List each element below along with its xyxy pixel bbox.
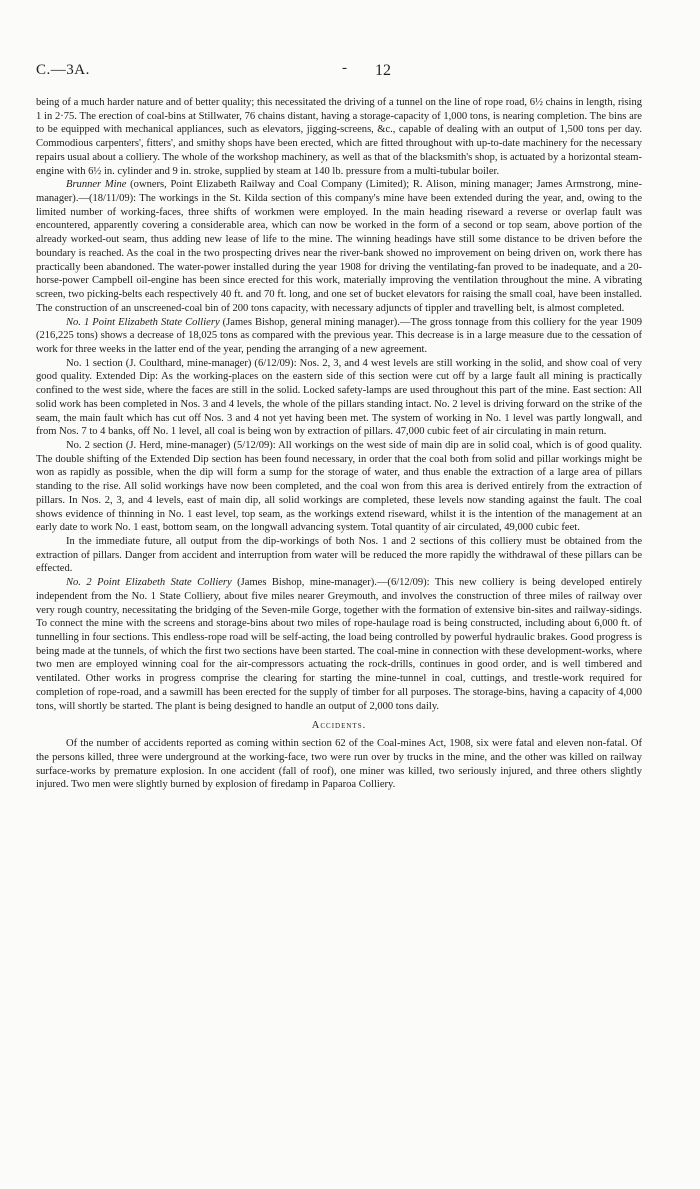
paragraph-brunner-mine: Brunner Mine (owners, Point Elizabeth Railway and Coal Company (Limited); R. Alison, mining manager; James Armstrong, mine-manager).—(18/11/09): The workings in the St. Kilda section of this company's mine have been extended during the year, and, owing to the limited number of working-faces, three shifts of workmen were employed. In the main heading riseward a reverse or overlap fault was encountered, apparently covering a considerable area, which can now be worked in the form of a second or top seam, above portion of the already worked-out seam, thus adding new lease of life to the mine. The winning headings have still some distance to be driven before the boundary is reached. As the coal in the two prospecting drives near the river-bank showed no improvement on being driven on, work there has practically been abandoned. The water-power installed during the year 1908 for driving the ventilating-fan proved to be inadequate, and a 20-horse-power Campbell oil-engine has been since erected for this work, materially improving the ventilation throughout the mine. A vibrating screen, two picking-belts each respectively 40 ft. and 70 ft. long, and one set of bucket elevators for raising the small coal, have been installed. The construction of an unscreened-coal bin of 200 tons capacity, with necessary adjuncts of tippler and travelling belt, is almost completed.: [36, 179, 642, 314]
paragraph-continuation: being of a much harder nature and of better quality; this necessitated the driving of a tunnel on the line of rope road, 6½ chains in length, rising 1 in 2·75. The erection of coal-bins at Stillwater, 76 chains distant, having a storage-capacity of 1,000 tons, is nearing completion. The bins are to be equipped with mechanical appliances, such as elevators, jigging-screens, &c., capable of dealing with an output of 1,500 tons per day. Commodious carpenters', fitters', and smithy shops have been erected, which are fitted throughout with up-to-date machinery for the necessary repairs usual about a colliery. The whole of the workshop machinery, as well as that of the blacksmith's shop, is actuated by a horizontal steam-engine with 6½ in. cylinder and 9 in. stroke, supplied by steam at 140 lb. pressure from a multi-tubular boiler.: [36, 97, 642, 177]
document-reference: C.—3A.: [36, 62, 90, 78]
page-header: [36, 62, 664, 82]
section-heading-accidents: Accidents.: [311, 720, 367, 732]
page-number: 12: [375, 62, 391, 79]
paragraph-immediate-future: In the immediate future, all output from the dip-workings of both Nos. 1 and 2 sections of this colliery must be obtained from the extraction of pillars. Danger from accident and interruption from water will be reduced the more rapidly the withdrawal of these pillars can be effected.: [36, 536, 642, 575]
paragraph-no1-state-colliery: No. 1 Point Elizabeth State Colliery (James Bishop, general mining manager).—The gross tonnage from this colliery for the year 1909 (216,225 tons) shows a decrease of 18,025 tons as compared with the previous year. This decrease is in a large measure due to the cessation of work for three weeks in the latter end of the year, pending the arranging of a new agreement.: [36, 316, 643, 355]
paragraph-no1-section: No. 1 section (J. Coulthard, mine-manager) (6/12/09): Nos. 2, 3, and 4 west levels are still working in the solid, and show coal of very good quality. Extended Dip: As the working-places on the eastern side of this section were cut off by a large fault all mining is practically confined to the west side, where the faces are still in the solid. Locked safety-lamps are used throughout this part of the mine. East section: All solid work has been completed in Nos. 3 and 4 levels, the whole of the pillars standing intact. No. 2 level is driving forward on the strike of the seam, the main fault which has cut off Nos. 3 and 4 not yet having been met. The system of working in No. 1 level was partly longwall, and from Nos. 7 to 4 banks, off No. 1 level, all coal is being won by extraction of pillars. 47,000 cubic feet of air circulating in main return.: [36, 357, 642, 438]
paragraph-lead: Brunner Mine: [66, 179, 127, 191]
header-dash: -: [342, 60, 347, 76]
paragraph-lead: No. 2 Point Elizabeth State Colliery: [66, 577, 232, 589]
paragraph-accidents: Of the number of accidents reported as coming within section 62 of the Coal-mines Act, 1908, six were fatal and eleven non-fatal. Of the persons killed, three were underground at the working-face, two were run over by trucks in the mine, and the other was killed on railway surface-works by premature explosion. In one accident (fall of roof), one miner was killed, two seriously injured, and three others slightly injured. Two men were slightly burned by explosion of firedamp in Paparoa Colliery.: [36, 738, 642, 791]
document-body: [36, 96, 642, 792]
paragraph-lead: No. 1 Point Elizabeth State Colliery: [66, 316, 220, 328]
paragraph-no2-section: No. 2 section (J. Herd, mine-manager) (5/12/09): All workings on the west side of main dip are in solid coal, which is of good quality. The double shifting of the Extended Dip section has been found necessary, in order that the coal both from solid and pillar workings might be won as rapidly as possible, when the dip will form a sump for the storage of water, and thus enable the extraction of a large area of pillars standing to the rise. All solid workings have now been completed, and the coal won from this area is derived entirely from the extraction of pillars. In Nos. 2, 3, and 4 levels, east of main dip, all solid workings are completed, these levels now standing against the fault. The coal shows evidence of thinning in No. 1 east level, top seam, as the workings extend riseward, whilst it is the intention of the management at an early date to work No. 1 east, bottom seam, on the longwall advancing system. Total quantity of air circulated, 49,000 cubic feet.: [36, 439, 642, 534]
paragraph-no2-state-colliery: No. 2 Point Elizabeth State Colliery (James Bishop, mine-manager).—(6/12/09): This new colliery is being developed entirely independent from the No. 1 State Colliery, about five miles nearer Greymouth, and involves the construction of three miles of railway over very rough country, necessitating the bridging of the Seven-mile Gorge, together with the formation of extensive bin-sites and railway-sidings. To connect the mine with the screens and storage-bins about two miles of rope-haulage road is being constructed, including about 6,000 ft. of tunnelling in four sections. This endless-rope road will be self-acting, the load being controlled by powerful hydraulic brakes. Good progress is being made at the tunnels, of which the first two sections have been started. The coal-mine in connection with these development-works, where two men are employed winning coal for the air-compressors actuating the rock-drills, continues in good order, and is well timbered and ventilated. Other works in progress comprise the clearing for starting the mine-tunnel in coal, cuttings, and trestle-work required for completion of rope-road, and a sawmill has been erected for the supply of timber for all purposes. The storage-bins, having a capacity of 4,000 tons, will shortly be started. The plant is being designed to handle an output of 2,000 tons daily.: [36, 577, 642, 712]
